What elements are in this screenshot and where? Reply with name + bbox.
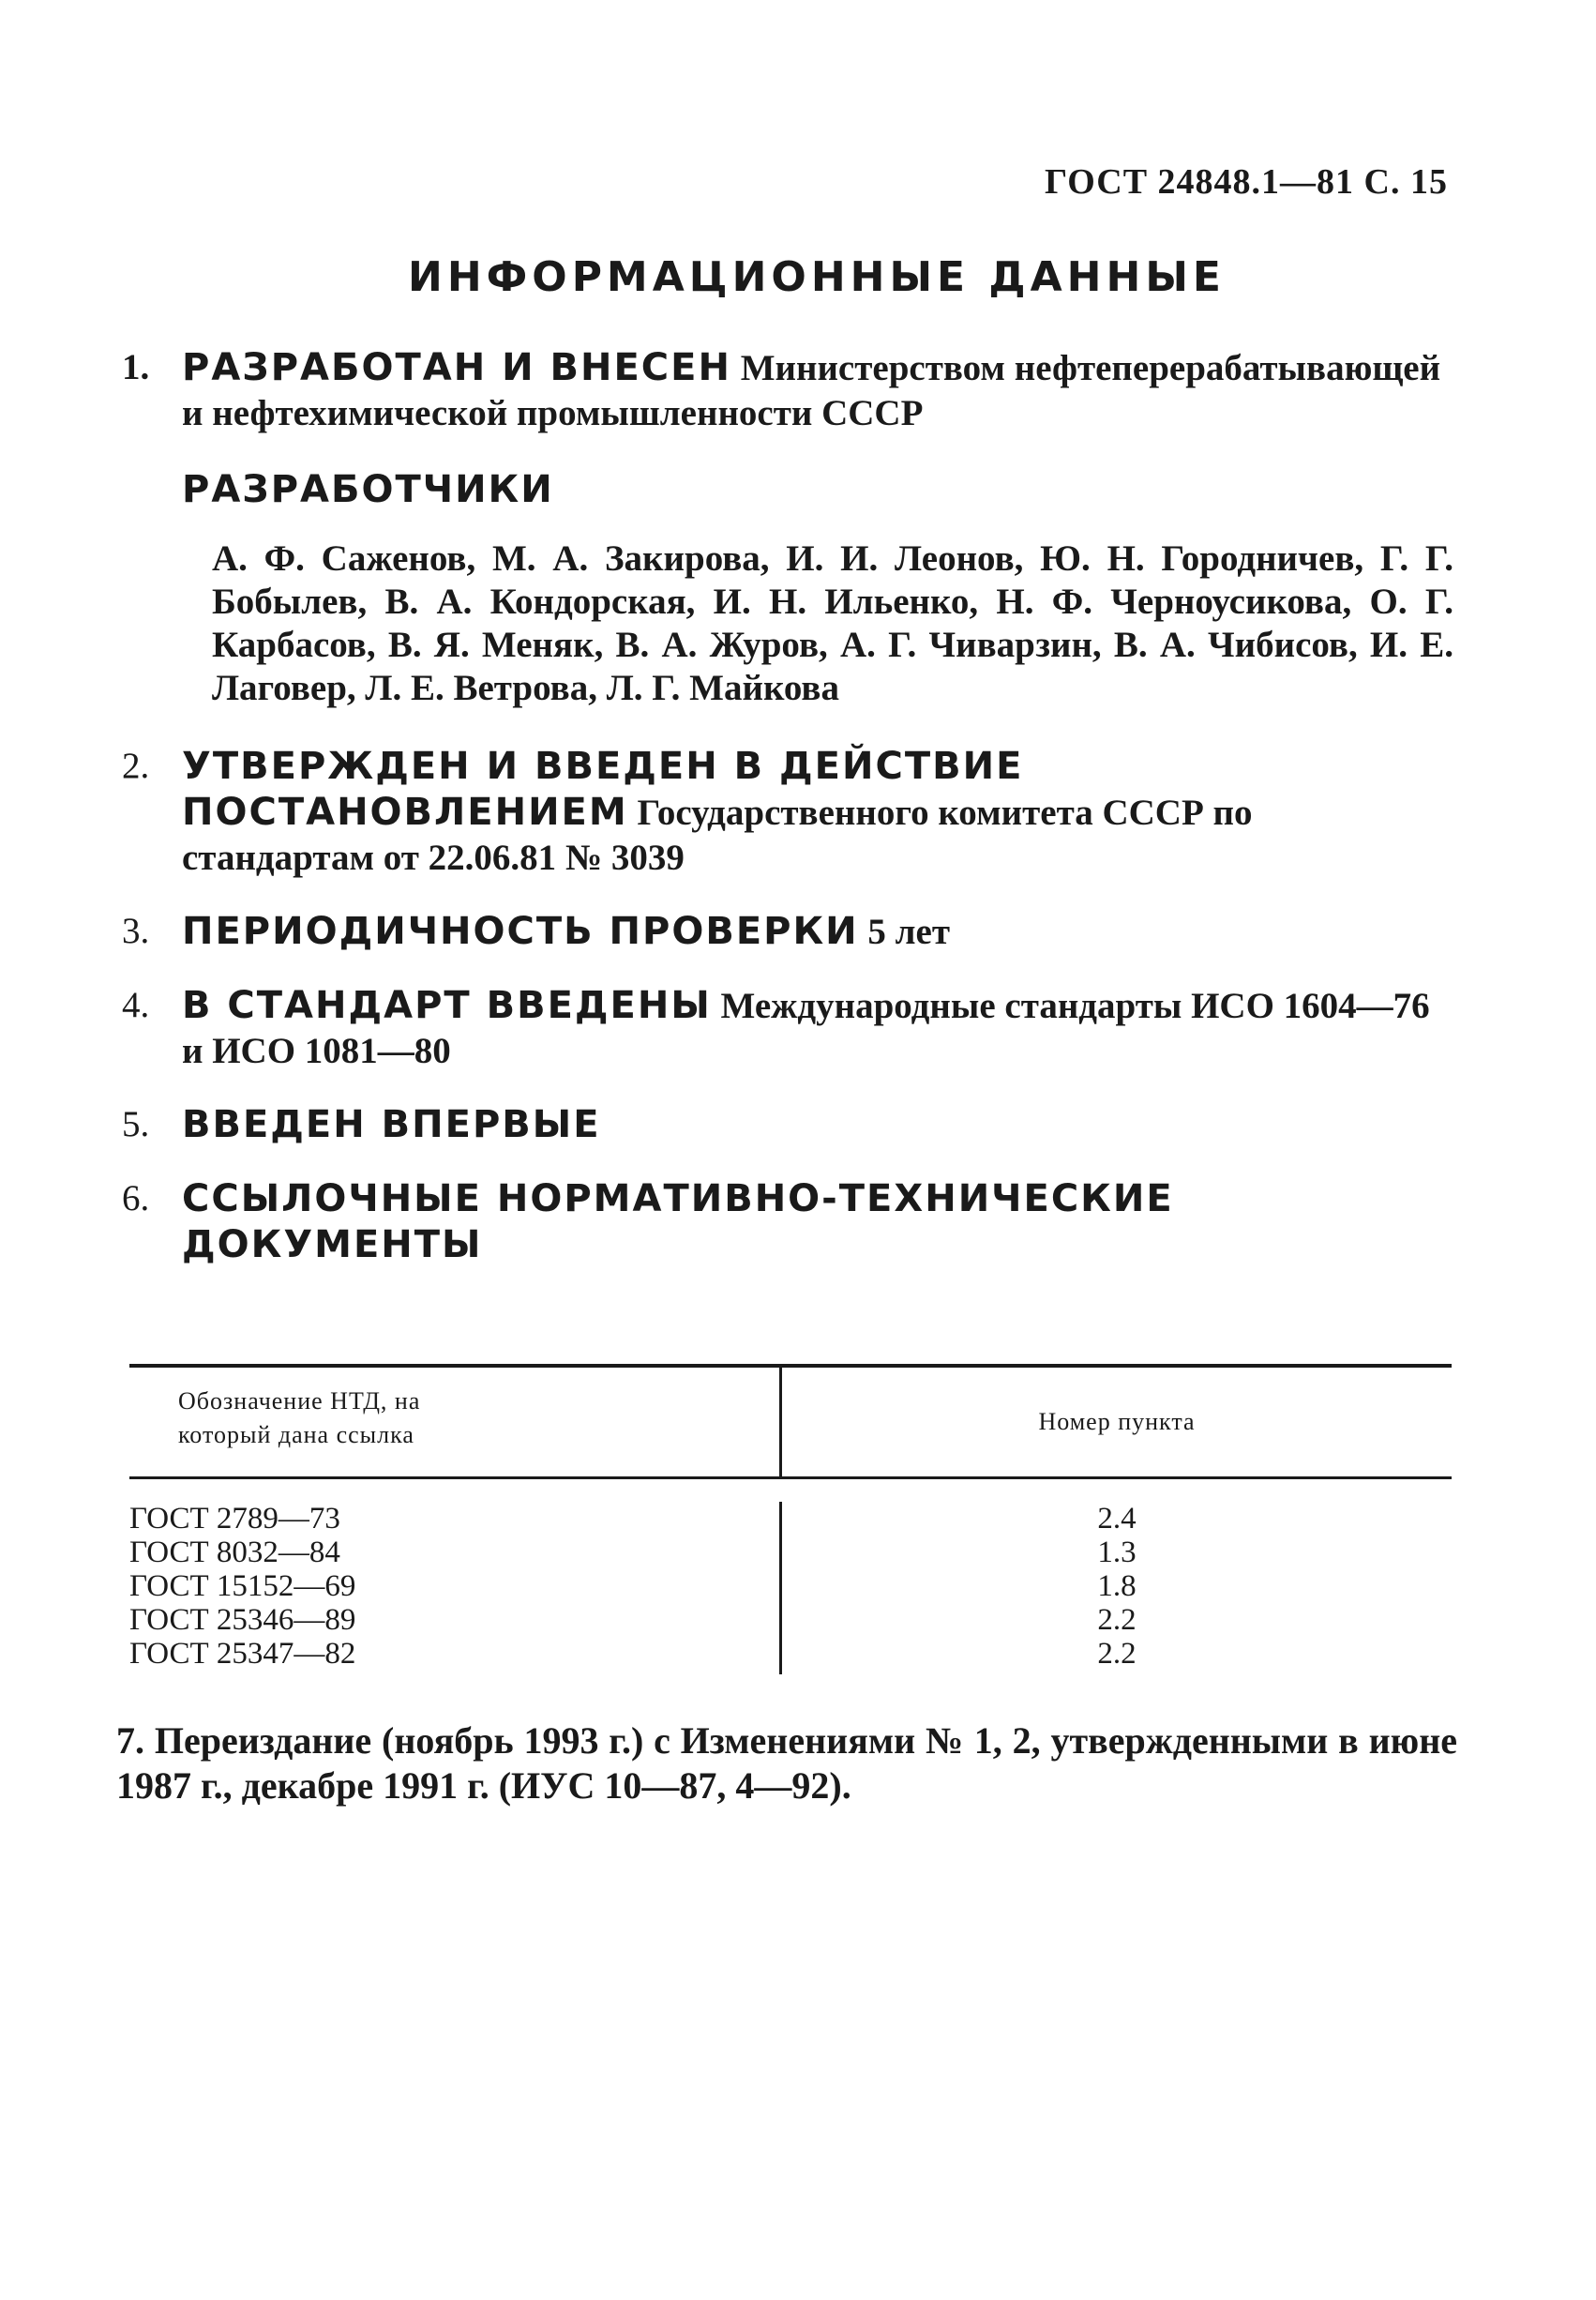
running-header: ГОСТ 24848.1—81 С. 15 (1045, 162, 1448, 202)
item-heading: ПЕРИОДИЧНОСТЬ ПРОВЕРКИ (182, 910, 859, 953)
info-item-5 (122, 1102, 1453, 1148)
table-cell-doc: ГОСТ 25347—82 (129, 1637, 356, 1671)
table-cell-doc: ГОСТ 15152—69 (129, 1569, 356, 1603)
info-item-2 (122, 744, 1453, 881)
info-item-6 (122, 1176, 1453, 1268)
table-cell-doc: ГОСТ 25346—89 (129, 1603, 356, 1637)
item-heading: УТВЕРЖДЕН И ВВЕДЕН В ДЕЙСТВИЕ ПОСТАНОВЛЕНИЕМ (182, 745, 1024, 834)
table-cell-doc: ГОСТ 8032—84 (129, 1536, 340, 1569)
item-heading: РАЗРАБОТАН И ВНЕСЕН (182, 346, 731, 389)
info-item-3 (122, 909, 1453, 955)
item-heading: ССЫЛОЧНЫЕ НОРМАТИВНО-ТЕХНИЧЕСКИЕ ДОКУМЕНТЫ (182, 1177, 1174, 1266)
item-heading: ВВЕДЕН ВПЕРВЫЕ (182, 1103, 601, 1146)
developers-heading: РАЗРАБОТЧИКИ (182, 468, 554, 511)
item-number: 1. (122, 347, 150, 387)
item-text: 5 лет (858, 912, 951, 952)
item-text: Международные стандарты ИСО 1604—76 и ИСО 1081—80 (182, 986, 1430, 1071)
table-cell-clause: 2.4 (1097, 1502, 1137, 1536)
item-number: 3. (122, 911, 150, 951)
col-header-clause: Номер пункта (1038, 1408, 1196, 1435)
table-cell-clause: 2.2 (1097, 1637, 1137, 1671)
col-header-document-line-2: который дана ссылка (178, 1421, 414, 1448)
table-cell-doc: ГОСТ 2789—73 (129, 1502, 340, 1536)
item-number: 5. (122, 1104, 150, 1144)
item-text: Министерством нефтеперерабатывающей и нефтехимической промышленности СССР (182, 348, 1441, 433)
item-heading: В СТАНДАРТ ВВЕДЕНЫ (182, 984, 712, 1027)
col-documents (129, 1502, 782, 1674)
col-header-document (129, 1368, 782, 1476)
reference-table (129, 1364, 1452, 1674)
item-number: 2. (122, 746, 150, 786)
col-header-document-line-1: Обозначение НТД, на (178, 1387, 421, 1415)
reissue-note: 7. Переиздание (ноябрь 1993 г.) с Изменениями № 1, 2, утвержденными в июне 1987 г., декабре 1991 г. (ИУС 10—87, 4—92). (116, 1719, 1457, 1807)
table-body (129, 1479, 1452, 1674)
item-text: Государственного комитета СССР по стандартам от 22.06.81 № 3039 (182, 793, 1253, 878)
page-title: ИНФОРМАЦИОННЫЕ ДАННЫЕ (408, 253, 1226, 301)
col-clauses (782, 1502, 1452, 1674)
table-cell-clause: 1.8 (1097, 1569, 1137, 1603)
table-header-row (129, 1368, 1452, 1476)
item-number: 4. (122, 985, 150, 1025)
info-item-1 (122, 345, 1453, 436)
table-cell-clause: 1.3 (1097, 1536, 1137, 1569)
info-item-4 (122, 983, 1453, 1074)
info-list (122, 345, 1453, 1268)
item-number: 6. (122, 1178, 150, 1218)
table-cell-clause: 2.2 (1097, 1603, 1137, 1637)
developers-list: А. Ф. Саженов, М. А. Закирова, И. И. Леонов, Ю. Н. Городничев, Г. Г. Бобылев, В. А. Кондорская, И. Н. Ильенко, Н. Ф. Черноусикова, О. Г. Карбасов, В. Я. Меняк, В. А. Журов, А. Г. Чиварзин, В. А. Чибисов, И. Е. Лаговер, Л. Е. Ветрова, Л. Г. Майкова (212, 538, 1453, 708)
